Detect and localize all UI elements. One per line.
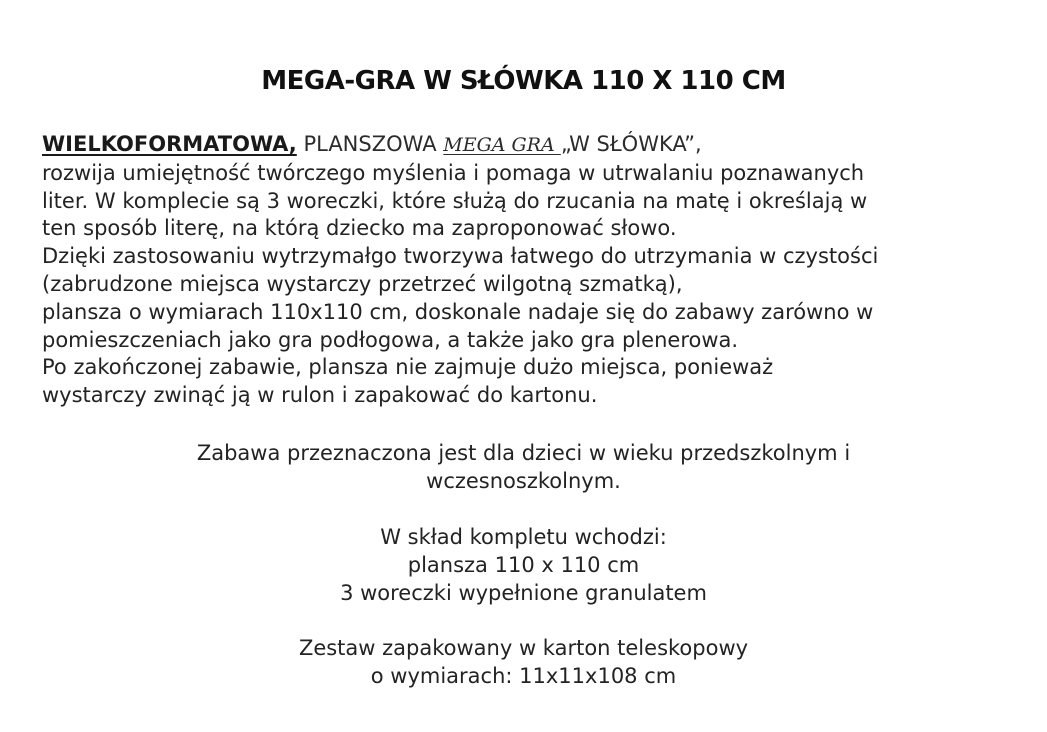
intro-upper: PLANSZOWA	[296, 132, 444, 156]
set-contents-heading: W skład kompletu wchodzi:	[380, 525, 667, 549]
intro-line	[42, 131, 1012, 160]
paragraph-line: pomieszczeniach jako gra podłogowa, a także jako gra plenerowa.	[42, 327, 739, 352]
intro-brand: MEGA GRA	[443, 134, 561, 156]
packaging-line: Zestaw zapakowany w karton teleskopowy	[298, 636, 749, 660]
paragraph-line: ten sposób literę, na którą dziecko ma zaproponować słowo.	[42, 216, 677, 241]
paragraph-line: liter. W komplecie są 3 woreczki, które służą do rzucania na matę i określają w	[42, 188, 868, 213]
paragraph-line: plansza o wymiarach 110x110 cm, doskonale nadaje się do zabawy zarówno w	[42, 299, 874, 324]
paragraph-line: Po zakończonej zabawie, plansza nie zajmuje dużo miejsca, ponieważ	[42, 355, 774, 380]
age-note-line: Zabawa przeznaczona jest dla dzieci w wieku przedszkolnym i	[196, 441, 851, 465]
intro-strong: WIELKOFORMATOWA,	[42, 132, 297, 156]
paragraph-line: wystarczy zwinąć ją w rulon i zapakować do kartonu.	[42, 383, 598, 408]
age-note-line: wczesnoszkolnym.	[426, 468, 621, 493]
set-contents	[0, 524, 1047, 607]
paragraph-line: rozwija umiejętność twórczego myślenia i pomaga w utrwalaniu poznawanych	[42, 160, 865, 185]
packaging-line: o wymiarach: 11x11x108 cm	[370, 663, 677, 688]
description-block	[42, 131, 1012, 410]
packaging-info	[0, 635, 1047, 691]
set-contents-item: plansza 110 x 110 cm	[407, 552, 640, 577]
age-note	[0, 440, 1047, 496]
intro-quote: „W SŁÓWKA”,	[560, 132, 702, 156]
paragraph-line: (zabrudzone miejsca wystarczy przetrzeć wilgotną szmatką),	[42, 271, 683, 296]
paragraph-line: Dzięki zastosowaniu wytrzymałgo tworzywa łatwego do utrzymania w czystości	[42, 244, 879, 269]
set-contents-item: 3 woreczki wypełnione granulatem	[340, 580, 707, 605]
page-title: MEGA-GRA W SŁÓWKA 110 X 110 CM	[261, 66, 786, 96]
